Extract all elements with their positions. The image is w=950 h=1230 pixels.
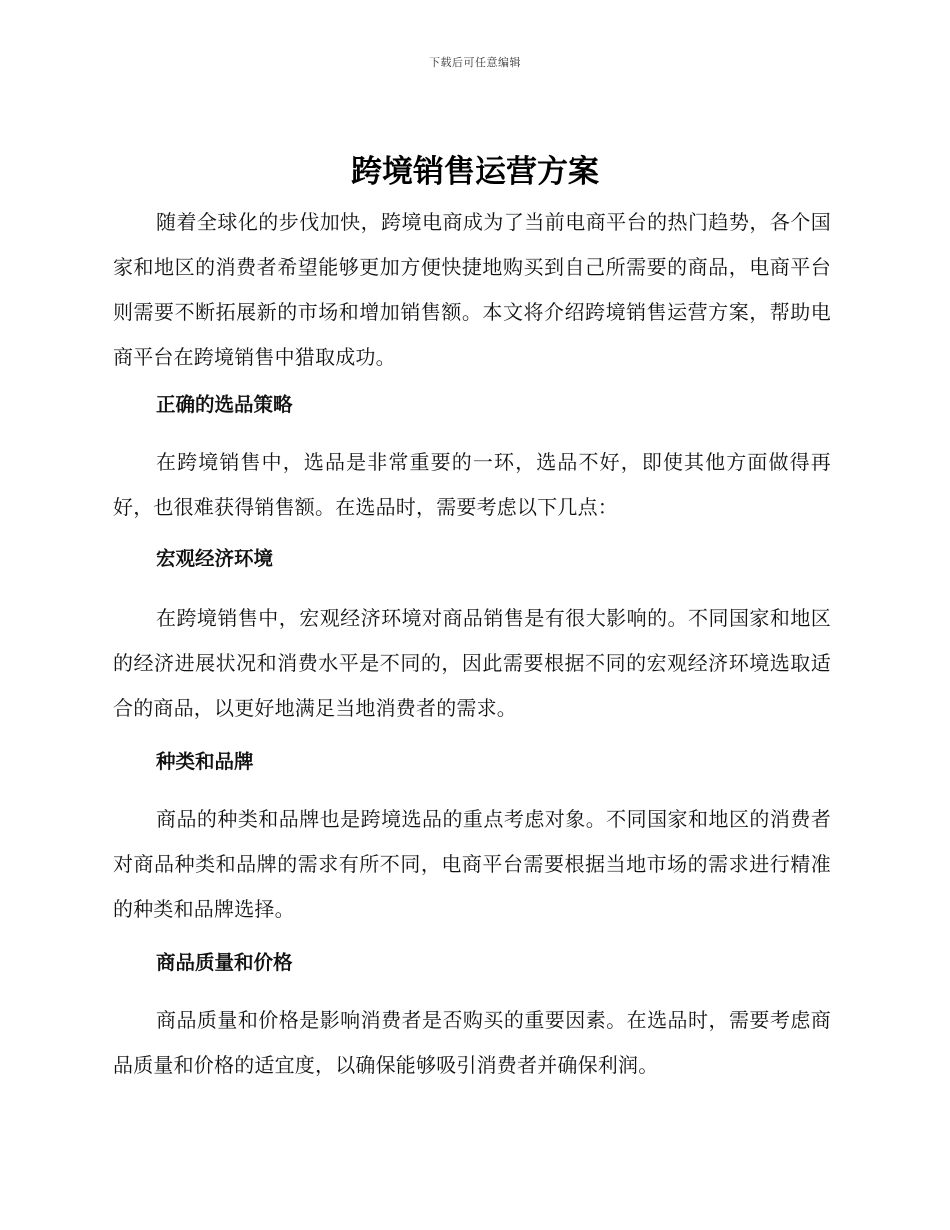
page-header-note: 下载后可任意编辑 — [429, 56, 521, 69]
section-heading: 商品质量和价格 — [156, 951, 293, 974]
section-paragraph: 在跨境销售中，宏观经济环境对商品销售是有很大影响的。不同国家和地区的经济进展状况和消费水平是不同的，因此需要根据不同的宏观经济环境选取适合的商品，以更好地满足当地消费者的需求。 — [113, 606, 831, 720]
section-heading: 宏观经济环境 — [156, 547, 274, 570]
section-selection-strategy — [113, 392, 831, 530]
section-category-brand — [113, 749, 831, 932]
section-paragraph: 商品质量和价格是影响消费者是否购买的重要因素。在选品时，需要考虑商品质量和价格的适宜度，以确保能够吸引消费者并确保利润。 — [113, 1008, 831, 1077]
section-quality-price — [113, 950, 831, 1088]
document-body — [113, 200, 831, 1088]
section-paragraph: 商品的种类和品牌也是跨境选品的重点考虑对象。不同国家和地区的消费者对商品种类和品牌的需求有所不同，电商平台需要根据当地市场的需求进行精准的种类和品牌选择。 — [113, 807, 831, 921]
section-macro-economy — [113, 546, 831, 731]
section-heading: 种类和品牌 — [156, 750, 254, 773]
intro-paragraph: 随着全球化的步伐加快，跨境电商成为了当前电商平台的热门趋势，各个国家和地区的消费者希望能够更加方便快捷地购买到自己所需要的商品，电商平台则需要不断拓展新的市场和增加销售额。本文将介绍跨境销售运营方案，帮助电商平台在跨境销售中猎取成功。 — [113, 210, 831, 369]
section-heading: 正确的选品策略 — [156, 393, 293, 416]
section-paragraph: 在跨境销售中，选品是非常重要的一环，选品不好，即使其他方面做得再好，也很难获得销售额。在选品时，需要考虑以下几点： — [113, 450, 831, 519]
document-title: 跨境销售运营方案 — [351, 154, 599, 190]
